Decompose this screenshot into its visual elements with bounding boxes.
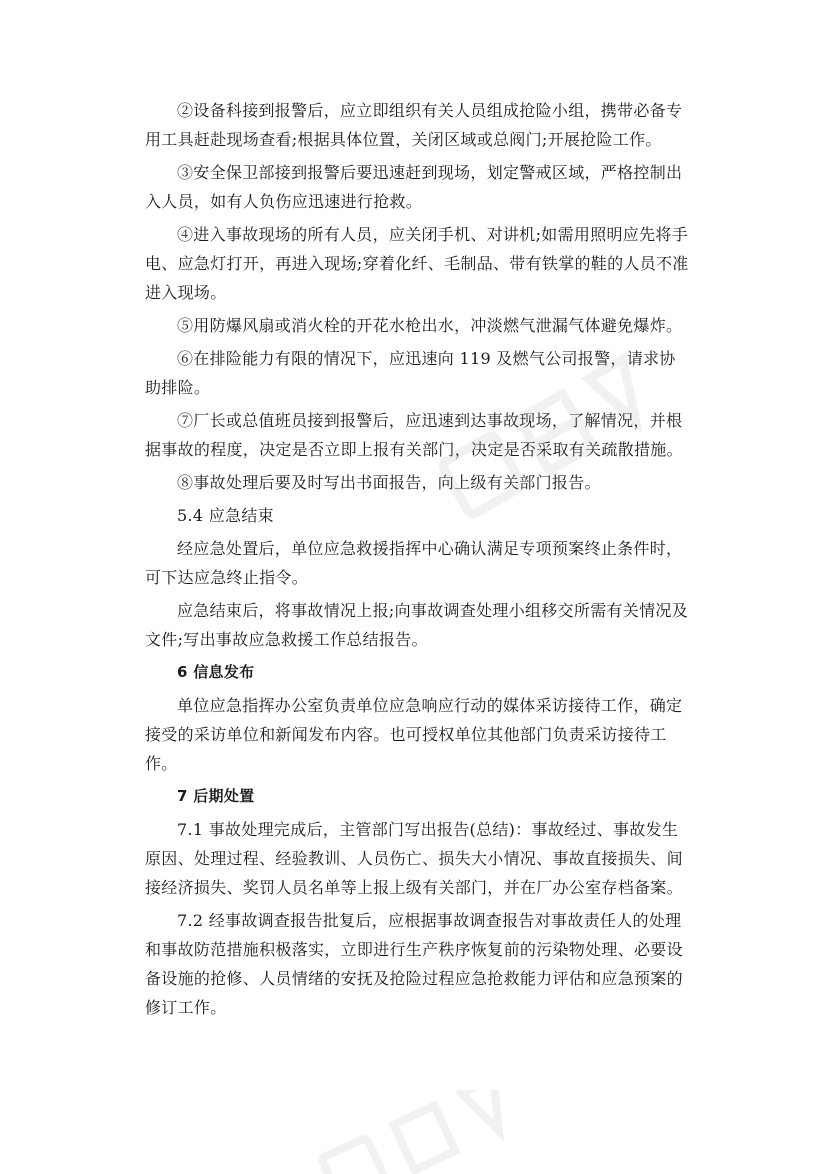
paragraph-item-3: ③安全保卫部接到报警后要迅速赶到现场，划定警戒区域，严格控制出入人员，如有人负伤应迅速进行抢救。 xyxy=(145,163,683,211)
paragraph-7-1: 7.1 事故处理完成后，主管部门写出报告(总结)：事故经过、事故发生原因、处理过程、经验教训、人员伤亡、损失大小情况、事故直接损失、间接经济损失、奖罚人员名单等上报上级有关部门，并在厂办公室存档备案。 xyxy=(145,820,683,897)
paragraph-item-4: ④进入事故现场的所有人员，应关闭手机、对讲机;如需用照明应先将手电、应急灯打开，再进入现场;穿着化纤、毛制品、带有铁掌的鞋的人员不准进入现场。 xyxy=(145,225,689,302)
paragraph-emergency-end-1: 经应急处置后，单位应急救援指挥中心确认满足专项预案终止条件时，可下达应急终止指令。 xyxy=(145,539,683,587)
paragraph-item-2: ②设备科接到报警后，应立即组织有关人员组成抢险小组，携带必备专用工具赶赴现场查看;根据具体位置，关闭区域或总阀门;开展抢险工作。 xyxy=(145,101,683,149)
paragraph-item-6: ⑥在排险能力有限的情况下，应迅速向 119 及燃气公司报警，请求协助排险。 xyxy=(145,349,676,397)
paragraph-info-release: 单位应急指挥办公室负责单位应急响应行动的媒体采访接待工作，确定接受的采访单位和新闻发布内容。也可授权单位其他部门负责采访接待工作。 xyxy=(145,696,683,773)
paragraph-item-5: ⑤用防爆风扇或消火栓的开花水枪出水，冲淡燃气泄漏气体避免爆炸。 xyxy=(177,316,683,335)
section-heading-6: 6 信息发布 xyxy=(177,663,255,681)
paragraph-item-7: ⑦厂长或总值班员接到报警后，应迅速到达事故现场，了解情况，并根据事故的程度，决定是否立即上报有关部门，决定是否采取有关疏散措施。 xyxy=(145,411,683,459)
paragraph-item-8: ⑧事故处理后要及时写出书面报告，向上级有关部门报告。 xyxy=(177,473,601,492)
document-body xyxy=(145,96,690,1026)
section-heading-7: 7 后期处置 xyxy=(177,787,255,805)
watermark-graphic-bottom xyxy=(300,1090,560,1174)
paragraph-emergency-end-2: 应急结束后，将事故情况上报;向事故调查处理小组移交所需有关情况及文件;写出事故应急救援工作总结报告。 xyxy=(145,601,688,649)
section-heading-5-4: 5.4 应急结束 xyxy=(177,506,274,525)
paragraph-7-2: 7.2 经事故调查报告批复后，应根据事故调查报告对事故责任人的处理和事故防范措施积极落实，立即进行生产秩序恢复前的污染物处理、必要设备设施的抢修、人员情绪的安抚及抢险过程应急抢救能力评估和应急预案的修订工作。 xyxy=(145,911,683,1017)
